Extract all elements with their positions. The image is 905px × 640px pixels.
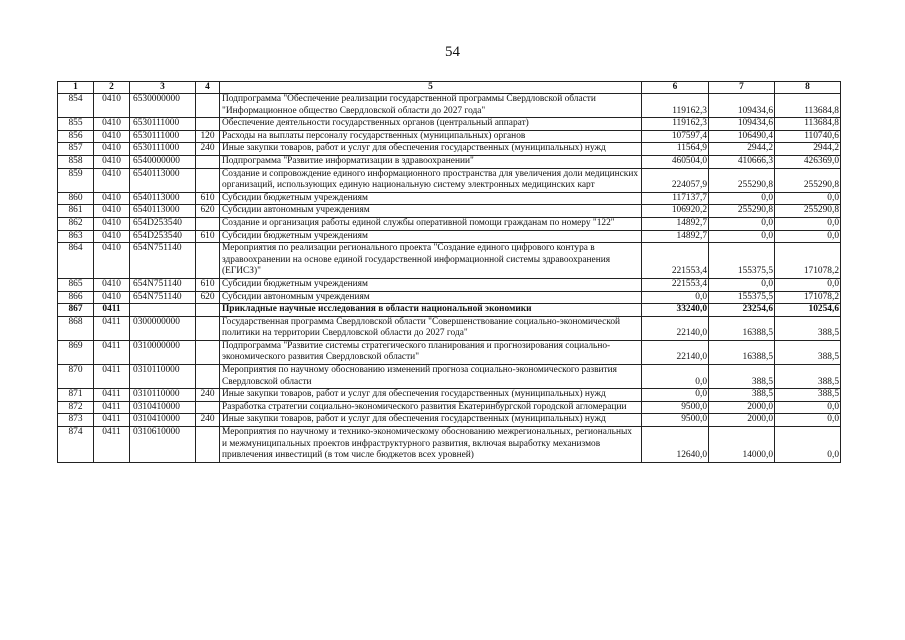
table-row	[58, 414, 841, 427]
target-article-code-cell: 0310110000	[130, 365, 196, 389]
amount-cell-col6: 221553,4	[642, 243, 709, 279]
amount-cell-col6: 460504,0	[642, 155, 709, 168]
amount-cell-col8: 388,5	[775, 316, 841, 340]
amount-cell-col7: 0,0	[709, 278, 775, 291]
amount-cell-col8: 171078,2	[775, 291, 841, 304]
amount-cell-col6: 11564,9	[642, 143, 709, 156]
table-row	[58, 316, 841, 340]
amount-cell-col6: 0,0	[642, 291, 709, 304]
target-article-code-cell: 6530111000	[130, 143, 196, 156]
expense-type-code-cell	[196, 427, 220, 463]
item-name-cell: Субсидии автономным учреждениям	[220, 291, 642, 304]
item-name-cell: Подпрограмма "Обеспечение реализации государственной программы Свердловской области "Информационное общество Свердловской области до 2027 года"	[220, 94, 642, 118]
target-article-code-cell: 654N751140	[130, 291, 196, 304]
target-article-code-cell: 654D253540	[130, 230, 196, 243]
table-row	[58, 340, 841, 364]
amount-cell-col7: 0,0	[709, 192, 775, 205]
target-article-code-cell: 6530111000	[130, 118, 196, 131]
amount-cell-col7: 2944,2	[709, 143, 775, 156]
section-code-cell: 0411	[94, 389, 130, 402]
amount-cell-col6: 9500,0	[642, 414, 709, 427]
expense-type-code-cell	[196, 217, 220, 230]
amount-cell-col7: 388,5	[709, 365, 775, 389]
item-name-cell: Прикладные научные исследования в области национальной экономики	[220, 304, 642, 317]
table-row	[58, 230, 841, 243]
amount-cell-col7: 155375,5	[709, 243, 775, 279]
amount-cell-col6: 12640,0	[642, 427, 709, 463]
amount-cell-col8: 426369,0	[775, 155, 841, 168]
amount-cell-col7: 14000,0	[709, 427, 775, 463]
amount-cell-col7: 23254,6	[709, 304, 775, 317]
item-name-cell: Иные закупки товаров, работ и услуг для обеспечения государственных (муниципальных) нужд	[220, 414, 642, 427]
row-number-cell: 866	[58, 291, 94, 304]
column-header: 6	[642, 82, 709, 94]
target-article-code-cell: 0300000000	[130, 316, 196, 340]
amount-cell-col6: 9500,0	[642, 401, 709, 414]
amount-cell-col8: 10254,6	[775, 304, 841, 317]
table-row	[58, 118, 841, 131]
expense-type-code-cell: 120	[196, 130, 220, 143]
table-header	[58, 82, 841, 94]
item-name-cell: Создание и сопровождение единого информационного пространства для увеличения доли медицинских организаций, использующих единую национальную систему электронных медицинских карт	[220, 168, 642, 192]
target-article-code-cell: 0310410000	[130, 401, 196, 414]
table-row	[58, 217, 841, 230]
row-number-cell: 862	[58, 217, 94, 230]
amount-cell-col7: 2000,0	[709, 414, 775, 427]
amount-cell-col8: 0,0	[775, 414, 841, 427]
item-name-cell: Подпрограмма "Развитие информатизации в здравоохранении"	[220, 155, 642, 168]
target-article-code-cell: 0310000000	[130, 340, 196, 364]
section-code-cell: 0411	[94, 316, 130, 340]
amount-cell-col8: 0,0	[775, 217, 841, 230]
section-code-cell: 0410	[94, 130, 130, 143]
target-article-code-cell: 654D253540	[130, 217, 196, 230]
table-row	[58, 130, 841, 143]
expense-type-code-cell	[196, 243, 220, 279]
expense-type-code-cell	[196, 316, 220, 340]
amount-cell-col6: 14892,7	[642, 217, 709, 230]
row-number-cell: 856	[58, 130, 94, 143]
target-article-code-cell: 6540113000	[130, 205, 196, 218]
item-name-cell: Разработка стратегии социально-экономического развития Екатеринбургской городской агломерации	[220, 401, 642, 414]
target-article-code-cell: 6540000000	[130, 155, 196, 168]
item-name-cell: Государственная программа Свердловской области "Совершенствование социально-экономической политики на территории Свердловской области до 2027 года"	[220, 316, 642, 340]
table-row	[58, 155, 841, 168]
item-name-cell: Мероприятия по научному обоснованию изменений прогноза социально-экономического развития Свердловской области	[220, 365, 642, 389]
amount-cell-col8: 113684,8	[775, 118, 841, 131]
expense-type-code-cell	[196, 155, 220, 168]
amount-cell-col6: 221553,4	[642, 278, 709, 291]
amount-cell-col8: 2944,2	[775, 143, 841, 156]
section-code-cell: 0410	[94, 143, 130, 156]
amount-cell-col6: 107597,4	[642, 130, 709, 143]
item-name-cell: Субсидии бюджетным учреждениям	[220, 192, 642, 205]
row-number-cell: 859	[58, 168, 94, 192]
column-header: 7	[709, 82, 775, 94]
row-number-cell: 857	[58, 143, 94, 156]
row-number-cell: 863	[58, 230, 94, 243]
amount-cell-col6: 33240,0	[642, 304, 709, 317]
section-code-cell: 0411	[94, 304, 130, 317]
amount-cell-col7: 109434,6	[709, 118, 775, 131]
expense-type-code-cell: 610	[196, 192, 220, 205]
column-header: 2	[94, 82, 130, 94]
amount-cell-col8: 255290,8	[775, 168, 841, 192]
table-row	[58, 278, 841, 291]
table-row	[58, 192, 841, 205]
section-code-cell: 0410	[94, 205, 130, 218]
row-number-cell: 872	[58, 401, 94, 414]
section-code-cell: 0411	[94, 340, 130, 364]
item-name-cell: Субсидии бюджетным учреждениям	[220, 230, 642, 243]
amount-cell-col7: 255290,8	[709, 205, 775, 218]
row-number-cell: 865	[58, 278, 94, 291]
row-number-cell: 860	[58, 192, 94, 205]
amount-cell-col6: 22140,0	[642, 340, 709, 364]
amount-cell-col8: 110740,6	[775, 130, 841, 143]
target-article-code-cell	[130, 304, 196, 317]
column-header: 8	[775, 82, 841, 94]
amount-cell-col6: 119162,3	[642, 118, 709, 131]
row-number-cell: 868	[58, 316, 94, 340]
amount-cell-col7: 16388,5	[709, 340, 775, 364]
section-code-cell: 0410	[94, 278, 130, 291]
item-name-cell: Субсидии бюджетным учреждениям	[220, 278, 642, 291]
target-article-code-cell: 6530111000	[130, 130, 196, 143]
section-code-cell: 0410	[94, 192, 130, 205]
target-article-code-cell: 0310110000	[130, 389, 196, 402]
target-article-code-cell: 6540113000	[130, 192, 196, 205]
table-body	[58, 94, 841, 463]
table-row	[58, 304, 841, 317]
expense-type-code-cell: 610	[196, 230, 220, 243]
section-code-cell: 0410	[94, 155, 130, 168]
expense-type-code-cell	[196, 168, 220, 192]
item-name-cell: Мероприятия по научному и технико-экономическому обоснованию межрегиональных, региональных и межмуниципальных проектов инфраструктурного развития, включая выработку механизмов привлечения инвестиций (в том числе бюджетов всех уровней)	[220, 427, 642, 463]
section-code-cell: 0410	[94, 217, 130, 230]
row-number-cell: 867	[58, 304, 94, 317]
table-row	[58, 365, 841, 389]
section-code-cell: 0411	[94, 427, 130, 463]
expense-type-code-cell	[196, 304, 220, 317]
expense-type-code-cell: 620	[196, 291, 220, 304]
expense-type-code-cell	[196, 365, 220, 389]
item-name-cell: Расходы на выплаты персоналу государственных (муниципальных) органов	[220, 130, 642, 143]
expense-type-code-cell: 610	[196, 278, 220, 291]
expense-type-code-cell: 620	[196, 205, 220, 218]
table-row	[58, 401, 841, 414]
table-row	[58, 143, 841, 156]
column-header: 1	[58, 82, 94, 94]
row-number-cell: 871	[58, 389, 94, 402]
section-code-cell: 0411	[94, 365, 130, 389]
item-name-cell: Создание и организация работы единой службы оперативной помощи гражданам по номеру "122"	[220, 217, 642, 230]
table-row	[58, 243, 841, 279]
row-number-cell: 858	[58, 155, 94, 168]
item-name-cell: Иные закупки товаров, работ и услуг для обеспечения государственных (муниципальных) нужд	[220, 389, 642, 402]
target-article-code-cell: 654N751140	[130, 243, 196, 279]
amount-cell-col6: 14892,7	[642, 230, 709, 243]
amount-cell-col8: 0,0	[775, 230, 841, 243]
page-number: 54	[445, 44, 460, 60]
amount-cell-col7: 410666,3	[709, 155, 775, 168]
amount-cell-col6: 0,0	[642, 389, 709, 402]
amount-cell-col6: 119162,3	[642, 94, 709, 118]
item-name-cell: Иные закупки товаров, работ и услуг для обеспечения государственных (муниципальных) нужд	[220, 143, 642, 156]
amount-cell-col8: 388,5	[775, 389, 841, 402]
section-code-cell: 0410	[94, 291, 130, 304]
amount-cell-col8: 0,0	[775, 192, 841, 205]
budget-table	[57, 81, 841, 463]
section-code-cell: 0410	[94, 94, 130, 118]
amount-cell-col7: 155375,5	[709, 291, 775, 304]
expense-type-code-cell	[196, 118, 220, 131]
amount-cell-col8: 113684,8	[775, 94, 841, 118]
amount-cell-col6: 0,0	[642, 365, 709, 389]
item-name-cell: Субсидии автономным учреждениям	[220, 205, 642, 218]
column-header: 4	[196, 82, 220, 94]
target-article-code-cell: 0310610000	[130, 427, 196, 463]
amount-cell-col8: 255290,8	[775, 205, 841, 218]
row-number-cell: 869	[58, 340, 94, 364]
amount-cell-col7: 106490,4	[709, 130, 775, 143]
target-article-code-cell: 654N751140	[130, 278, 196, 291]
amount-cell-col8: 0,0	[775, 401, 841, 414]
target-article-code-cell: 6530000000	[130, 94, 196, 118]
section-code-cell: 0411	[94, 401, 130, 414]
amount-cell-col8: 0,0	[775, 427, 841, 463]
amount-cell-col8: 0,0	[775, 278, 841, 291]
row-number-cell: 854	[58, 94, 94, 118]
section-code-cell: 0410	[94, 168, 130, 192]
amount-cell-col8: 388,5	[775, 340, 841, 364]
section-code-cell: 0410	[94, 118, 130, 131]
row-number-cell: 861	[58, 205, 94, 218]
row-number-cell: 870	[58, 365, 94, 389]
amount-cell-col7: 2000,0	[709, 401, 775, 414]
amount-cell-col6: 224057,9	[642, 168, 709, 192]
amount-cell-col6: 117137,7	[642, 192, 709, 205]
expense-type-code-cell	[196, 94, 220, 118]
amount-cell-col7: 255290,8	[709, 168, 775, 192]
amount-cell-col8: 388,5	[775, 365, 841, 389]
amount-cell-col7: 0,0	[709, 217, 775, 230]
amount-cell-col6: 22140,0	[642, 316, 709, 340]
table-row	[58, 94, 841, 118]
amount-cell-col7: 16388,5	[709, 316, 775, 340]
amount-cell-col7: 388,5	[709, 389, 775, 402]
amount-cell-col8: 171078,2	[775, 243, 841, 279]
amount-cell-col7: 109434,6	[709, 94, 775, 118]
expense-type-code-cell: 240	[196, 389, 220, 402]
table-row	[58, 427, 841, 463]
column-header: 5	[220, 82, 642, 94]
table-row	[58, 205, 841, 218]
table-row	[58, 168, 841, 192]
row-number-cell: 873	[58, 414, 94, 427]
item-name-cell: Обеспечение деятельности государственных органов (центральный аппарат)	[220, 118, 642, 131]
target-article-code-cell: 0310410000	[130, 414, 196, 427]
expense-type-code-cell	[196, 401, 220, 414]
section-code-cell: 0410	[94, 243, 130, 279]
item-name-cell: Мероприятия по реализации регионального проекта "Создание единого цифрового контура в здравоохранении на основе единой государственной информационной системы здравоохранения (ЕГИСЗ)"	[220, 243, 642, 279]
row-number-cell: 855	[58, 118, 94, 131]
expense-type-code-cell: 240	[196, 143, 220, 156]
expense-type-code-cell: 240	[196, 414, 220, 427]
table-row	[58, 389, 841, 402]
item-name-cell: Подпрограмма "Развитие системы стратегического планирования и прогнозирования социально-экономического развития Свердловской области"	[220, 340, 642, 364]
section-code-cell: 0411	[94, 414, 130, 427]
section-code-cell: 0410	[94, 230, 130, 243]
column-header: 3	[130, 82, 196, 94]
target-article-code-cell: 6540113000	[130, 168, 196, 192]
amount-cell-col6: 106920,2	[642, 205, 709, 218]
row-number-cell: 874	[58, 427, 94, 463]
row-number-cell: 864	[58, 243, 94, 279]
expense-type-code-cell	[196, 340, 220, 364]
amount-cell-col7: 0,0	[709, 230, 775, 243]
table-row	[58, 291, 841, 304]
